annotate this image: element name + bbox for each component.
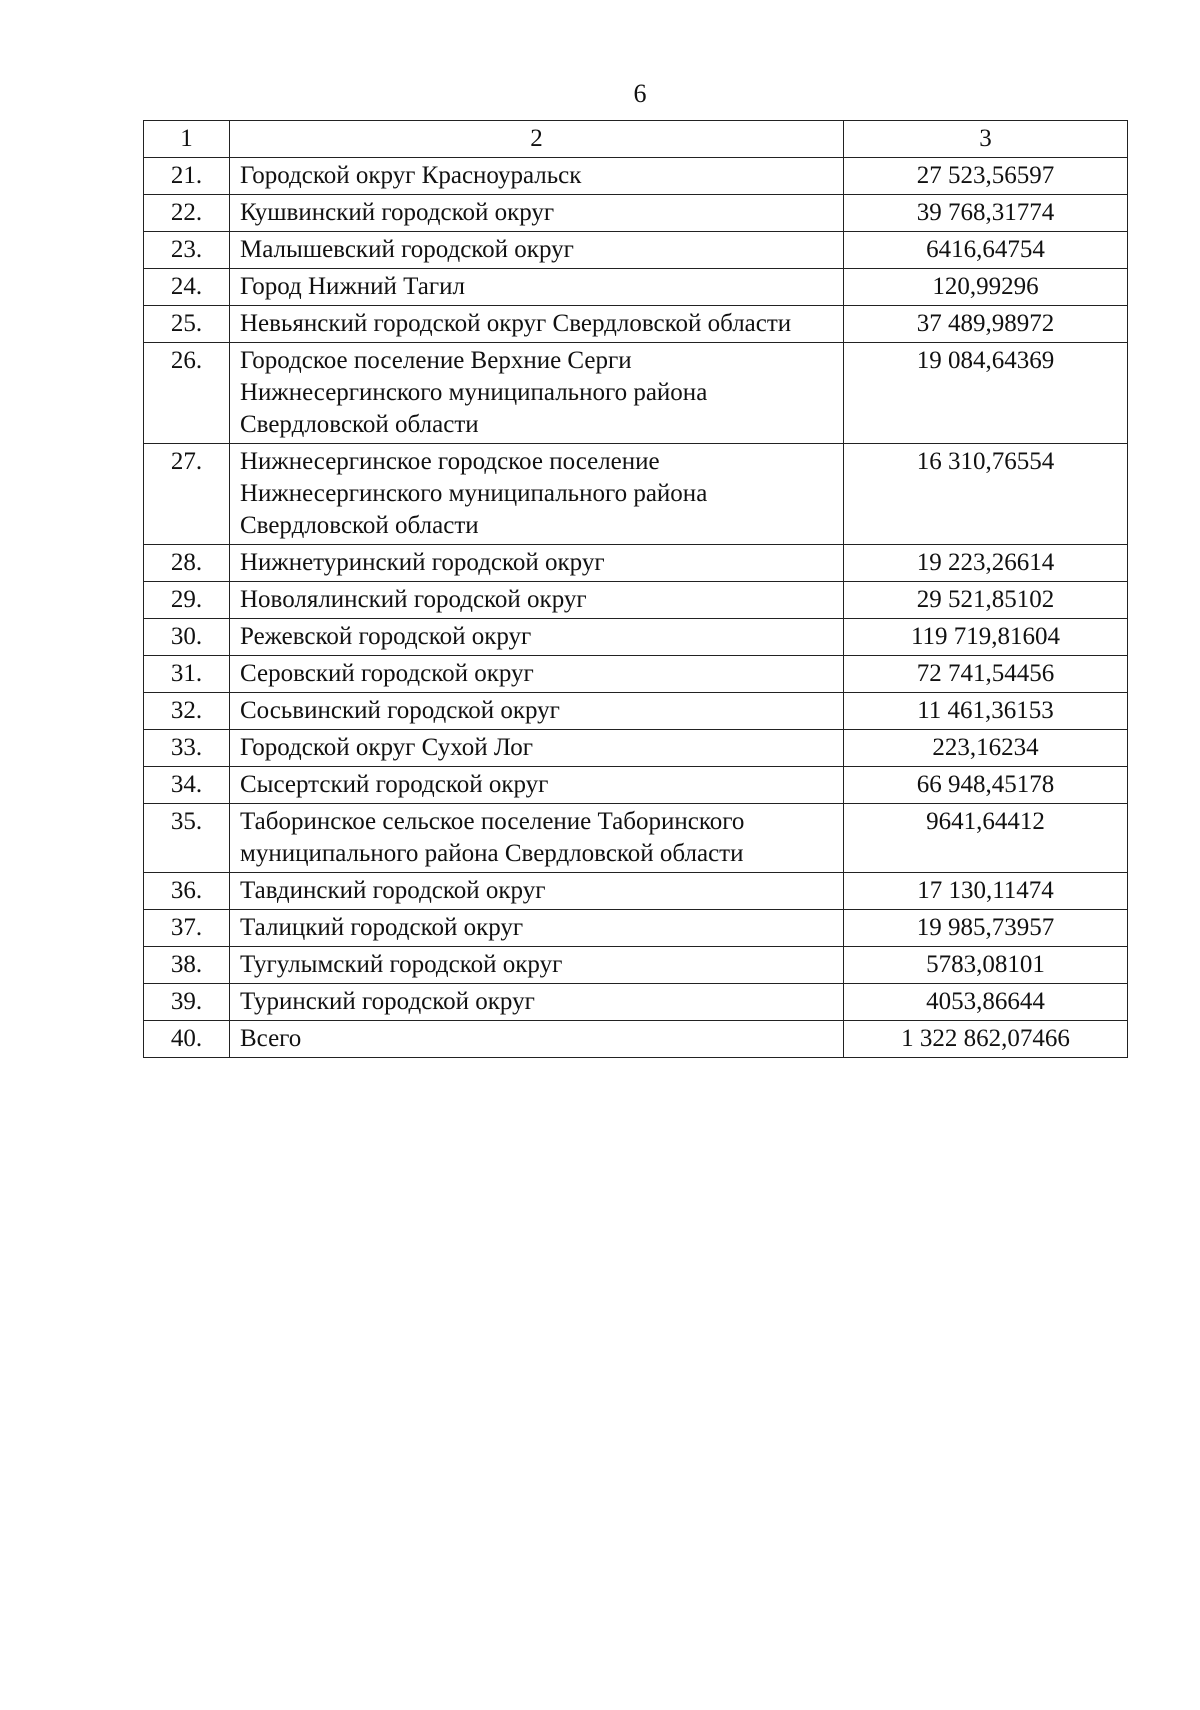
table-row bbox=[144, 947, 1128, 984]
table-row bbox=[144, 444, 1128, 545]
municipality-name: Сысертский городской округ bbox=[230, 767, 844, 804]
amount-value: 37 489,98972 bbox=[844, 306, 1128, 343]
row-number: 30. bbox=[144, 619, 230, 656]
amount-value: 19 084,64369 bbox=[844, 343, 1128, 444]
table-row bbox=[144, 984, 1128, 1021]
row-number: 21. bbox=[144, 158, 230, 195]
amount-value: 120,99296 bbox=[844, 269, 1128, 306]
table-row bbox=[144, 582, 1128, 619]
amount-value: 119 719,81604 bbox=[844, 619, 1128, 656]
row-number: 31. bbox=[144, 656, 230, 693]
row-number: 23. bbox=[144, 232, 230, 269]
amount-value: 66 948,45178 bbox=[844, 767, 1128, 804]
table-row bbox=[144, 910, 1128, 947]
table-row bbox=[144, 306, 1128, 343]
row-number: 25. bbox=[144, 306, 230, 343]
amount-value: 19 223,26614 bbox=[844, 545, 1128, 582]
table-row bbox=[144, 158, 1128, 195]
amount-value: 9641,64412 bbox=[844, 804, 1128, 873]
total-row bbox=[144, 1021, 1128, 1058]
municipality-name: Город Нижний Тагил bbox=[230, 269, 844, 306]
amount-value: 39 768,31774 bbox=[844, 195, 1128, 232]
amount-value: 6416,64754 bbox=[844, 232, 1128, 269]
amount-value: 5783,08101 bbox=[844, 947, 1128, 984]
municipality-name: Тавдинский городской округ bbox=[230, 873, 844, 910]
municipality-name: Городской округ Сухой Лог bbox=[230, 730, 844, 767]
amount-value: 72 741,54456 bbox=[844, 656, 1128, 693]
table-header-row bbox=[144, 121, 1128, 158]
table-row bbox=[144, 343, 1128, 444]
row-number: 36. bbox=[144, 873, 230, 910]
table-row bbox=[144, 195, 1128, 232]
table-row bbox=[144, 269, 1128, 306]
municipality-name: Невьянский городской округ Свердловской области bbox=[230, 306, 844, 343]
table-row bbox=[144, 693, 1128, 730]
column-header: 2 bbox=[230, 121, 844, 158]
total-label: Всего bbox=[230, 1021, 844, 1058]
table-row bbox=[144, 730, 1128, 767]
municipality-name: Кушвинский городской округ bbox=[230, 195, 844, 232]
table-row bbox=[144, 804, 1128, 873]
allocation-table bbox=[143, 120, 1128, 1058]
row-number: 22. bbox=[144, 195, 230, 232]
row-number: 26. bbox=[144, 343, 230, 444]
amount-value: 4053,86644 bbox=[844, 984, 1128, 1021]
row-number: 29. bbox=[144, 582, 230, 619]
municipality-name: Городское поселение Верхние Серги Нижнесергинского муниципального района Свердловской области bbox=[230, 343, 844, 444]
municipality-name: Малышевский городской округ bbox=[230, 232, 844, 269]
row-number: 33. bbox=[144, 730, 230, 767]
page-number: 6 bbox=[633, 79, 647, 108]
row-number: 28. bbox=[144, 545, 230, 582]
row-number: 38. bbox=[144, 947, 230, 984]
table-row bbox=[144, 545, 1128, 582]
amount-value: 27 523,56597 bbox=[844, 158, 1128, 195]
municipality-name: Новолялинский городской округ bbox=[230, 582, 844, 619]
table-row bbox=[144, 656, 1128, 693]
municipality-name: Таборинское сельское поселение Таборинского муниципального района Свердловской области bbox=[230, 804, 844, 873]
column-header: 1 bbox=[144, 121, 230, 158]
column-header: 3 bbox=[844, 121, 1128, 158]
row-number: 40. bbox=[144, 1021, 230, 1058]
municipality-name: Нижнетуринский городской округ bbox=[230, 545, 844, 582]
municipality-name: Серовский городской округ bbox=[230, 656, 844, 693]
row-number: 37. bbox=[144, 910, 230, 947]
row-number: 34. bbox=[144, 767, 230, 804]
municipality-name: Режевской городской округ bbox=[230, 619, 844, 656]
table-row bbox=[144, 873, 1128, 910]
row-number: 24. bbox=[144, 269, 230, 306]
municipality-name: Городской округ Красноуральск bbox=[230, 158, 844, 195]
municipality-name: Сосьвинский городской округ bbox=[230, 693, 844, 730]
amount-value: 29 521,85102 bbox=[844, 582, 1128, 619]
amount-value: 11 461,36153 bbox=[844, 693, 1128, 730]
municipality-name: Талицкий городской округ bbox=[230, 910, 844, 947]
total-value: 1 322 862,07466 bbox=[844, 1021, 1128, 1058]
amount-value: 19 985,73957 bbox=[844, 910, 1128, 947]
amount-value: 16 310,76554 bbox=[844, 444, 1128, 545]
municipality-name: Нижнесергинское городское поселение Нижнесергинского муниципального района Свердловской области bbox=[230, 444, 844, 545]
row-number: 39. bbox=[144, 984, 230, 1021]
row-number: 27. bbox=[144, 444, 230, 545]
table-row bbox=[144, 619, 1128, 656]
municipality-name: Тугулымский городской округ bbox=[230, 947, 844, 984]
table-row bbox=[144, 767, 1128, 804]
row-number: 35. bbox=[144, 804, 230, 873]
municipality-name: Туринский городской округ bbox=[230, 984, 844, 1021]
table-row bbox=[144, 232, 1128, 269]
amount-value: 223,16234 bbox=[844, 730, 1128, 767]
row-number: 32. bbox=[144, 693, 230, 730]
amount-value: 17 130,11474 bbox=[844, 873, 1128, 910]
